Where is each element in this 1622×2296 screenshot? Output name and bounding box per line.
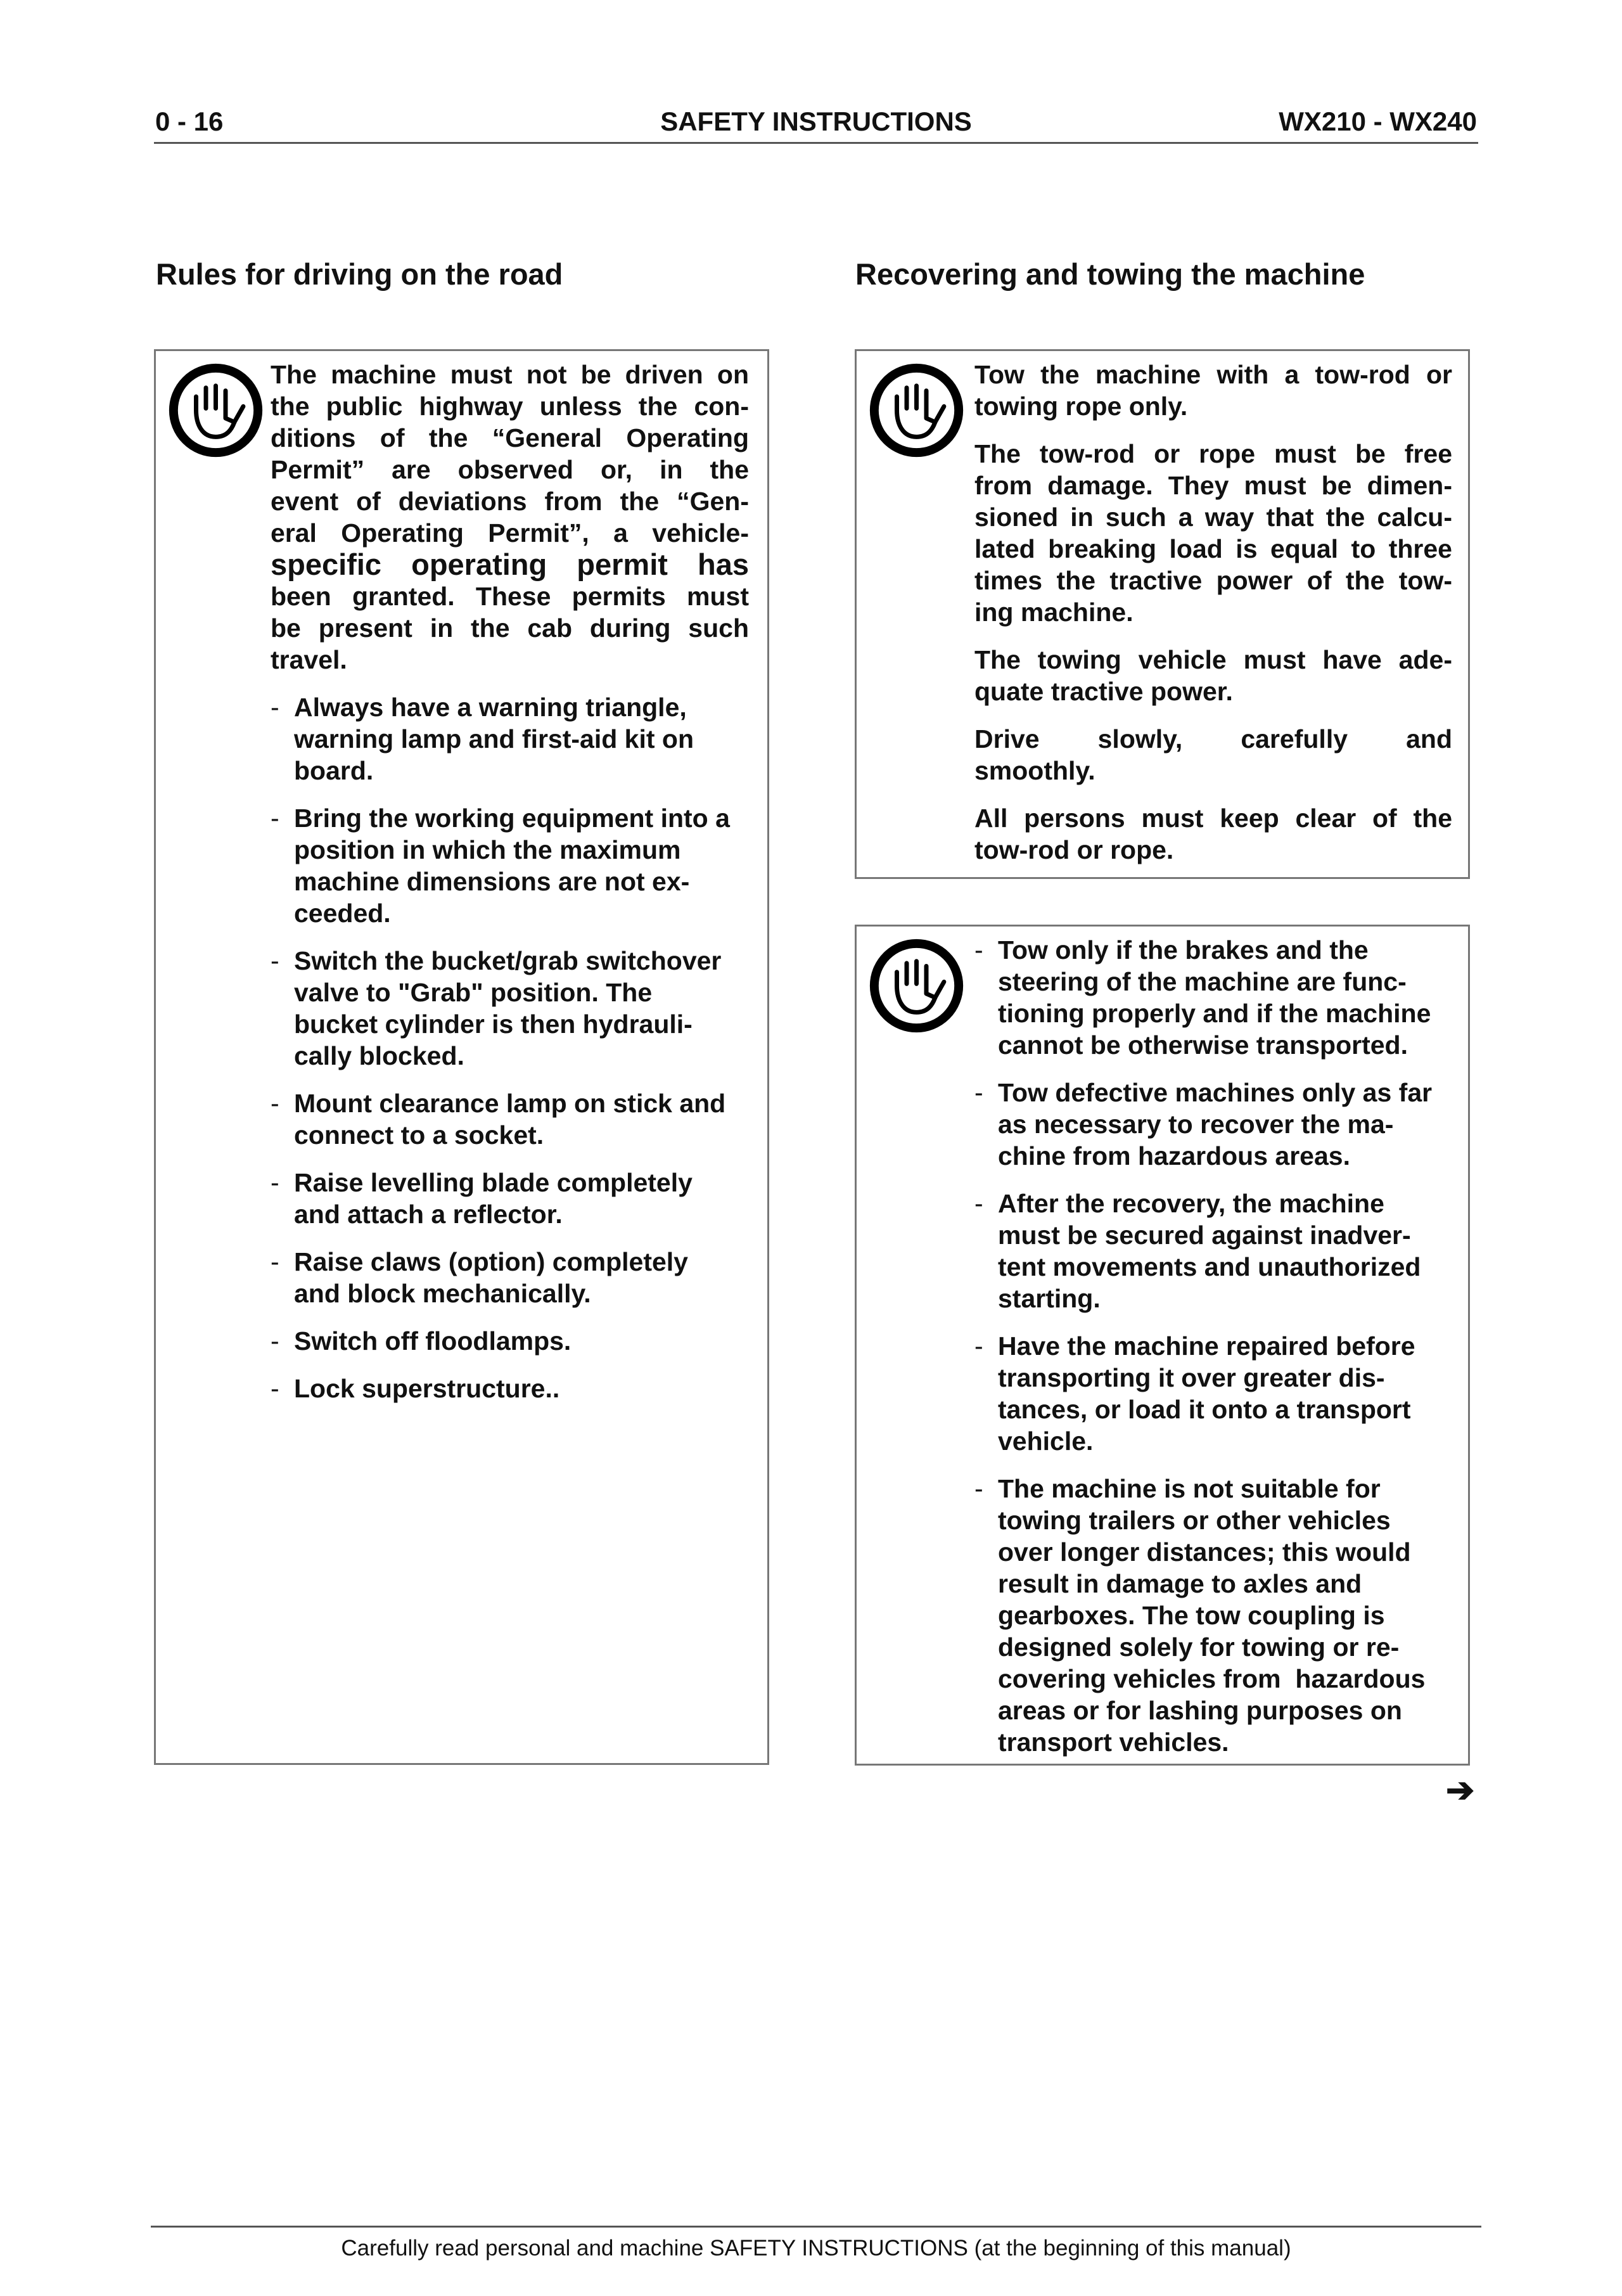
bullet-line: result in damage to axles and <box>998 1569 1362 1598</box>
list-item <box>271 691 749 786</box>
bullet-line: designed solely for towing or re- <box>998 1632 1400 1662</box>
intro-line: Permit” are observed or, in the <box>271 455 749 484</box>
intro-line: been granted. These permits must <box>271 582 749 611</box>
para-line: ing machine. <box>974 598 1133 627</box>
para-line: towing rope only. <box>974 392 1188 421</box>
list-item <box>974 934 1469 1061</box>
bullet-line: connect to a socket. <box>294 1120 544 1150</box>
bullet-line: Bring the working equipment into a <box>294 804 730 833</box>
bullet-line: vehicle. <box>998 1427 1094 1456</box>
continue-arrow-icon: ➔ <box>1446 1771 1475 1809</box>
page-header <box>154 101 1478 144</box>
bullet-dash: - <box>974 935 983 965</box>
bullet-line: Lock superstructure.. <box>294 1374 560 1403</box>
bullet-line: chine from hazardous areas. <box>998 1141 1350 1170</box>
towing-conditions-text <box>974 934 1469 1774</box>
bullet-line: Tow defective machines only as far <box>998 1078 1433 1107</box>
section-title-road-rules: Rules for driving on the road <box>156 257 563 291</box>
paragraph <box>974 438 1452 628</box>
intro-line: the public highway unless the con- <box>271 392 749 421</box>
towing-conditions-box <box>855 925 1470 1766</box>
bullet-dash: - <box>974 1078 983 1107</box>
bullet-dash: - <box>271 1168 279 1197</box>
stop-hand-icon <box>867 361 966 459</box>
para-line: times the tractive power of the tow- <box>974 566 1452 595</box>
para-line: quate tractive power. <box>974 677 1233 706</box>
list-item <box>974 1330 1469 1457</box>
paragraph <box>974 802 1452 866</box>
para-line: sioned in such a way that the calcu- <box>974 503 1452 532</box>
intro-line: The machine must not be driven on <box>271 360 749 389</box>
list-item <box>271 1087 749 1151</box>
bullet-line: steering of the machine are func- <box>998 967 1407 996</box>
bullet-line: Have the machine repaired before <box>998 1331 1415 1361</box>
bullet-line: over longer distances; this would <box>998 1537 1411 1567</box>
list-item <box>271 1167 749 1230</box>
bullet-line: Switch off floodlamps. <box>294 1326 572 1356</box>
road-rules-box <box>154 349 769 1765</box>
stop-hand-icon <box>867 937 966 1035</box>
bullet-line: After the recovery, the machine <box>998 1189 1384 1218</box>
para-line: The tow-rod or rope must be free <box>974 439 1452 468</box>
bullet-line: covering vehicles from hazardous <box>998 1664 1426 1693</box>
para-line: All persons must keep clear of the <box>974 804 1452 833</box>
bullet-line: transporting it over greater dis- <box>998 1363 1385 1392</box>
bullet-dash: - <box>271 946 279 975</box>
intro-line: eral Operating Permit”, a vehicle- <box>271 518 749 548</box>
list-item <box>271 1246 749 1309</box>
bullet-line: board. <box>294 756 374 785</box>
list-item <box>271 802 749 929</box>
para-line: The towing vehicle must have ade- <box>974 645 1452 674</box>
bullet-line: position in which the maximum <box>294 835 681 864</box>
para-line: Drive slowly, carefully and <box>974 724 1452 754</box>
page-number: 0 - 16 <box>155 106 224 136</box>
bullet-dash: - <box>271 1374 279 1403</box>
section-title-towing: Recovering and towing the machine <box>855 257 1365 291</box>
bullet-line: transport vehicles. <box>998 1728 1229 1757</box>
bullet-dash: - <box>271 693 279 722</box>
bullet-line: cally blocked. <box>294 1041 464 1070</box>
bullet-line: machine dimensions are not ex- <box>294 867 690 896</box>
list-item <box>271 1325 749 1357</box>
bullet-dash: - <box>271 804 279 833</box>
page-footer: Carefully read personal and machine SAFETY INSTRUCTIONS (at the beginning of this manual) <box>341 2236 1291 2261</box>
bullet-line: Mount clearance lamp on stick and <box>294 1089 726 1118</box>
intro-line: ditions of the “General Operating <box>271 423 749 452</box>
list-item <box>974 1188 1469 1314</box>
list-item <box>271 1373 749 1404</box>
paragraph <box>974 359 1452 422</box>
para-line: smoothly. <box>974 756 1095 785</box>
model-label: WX210 - WX240 <box>1279 106 1477 136</box>
para-line: Tow the machine with a tow-rod or <box>974 360 1452 389</box>
bullet-line: cannot be otherwise transported. <box>998 1030 1408 1060</box>
stop-hand-icon <box>167 361 265 459</box>
bullet-dash: - <box>974 1331 983 1361</box>
bullet-line: starting. <box>998 1284 1101 1313</box>
bullet-line: tent movements and unauthorized <box>998 1252 1421 1281</box>
towing-rules-box <box>855 349 1470 879</box>
bullet-line: towing trailers or other vehicles <box>998 1506 1391 1535</box>
intro-line: specific operating permit has <box>271 548 749 581</box>
bullet-line: and attach a reflector. <box>294 1200 563 1229</box>
list-item <box>974 1077 1469 1172</box>
bullet-line: and block mechanically. <box>294 1279 591 1308</box>
para-line: tow-rod or rope. <box>974 835 1174 864</box>
intro-line: travel. <box>271 645 347 674</box>
bullet-line: gearboxes. The tow coupling is <box>998 1601 1385 1630</box>
bullet-dash: - <box>271 1089 279 1118</box>
bullet-line: The machine is not suitable for <box>998 1474 1381 1503</box>
bullet-line: Always have a warning triangle, <box>294 693 687 722</box>
bullet-dash: - <box>271 1326 279 1356</box>
bullet-line: tioning properly and if the machine <box>998 999 1431 1028</box>
bullet-line: tances, or load it onto a transport <box>998 1395 1411 1424</box>
intro-line: be present in the cab during such <box>271 613 749 643</box>
intro-line: event of deviations from the “Gen- <box>271 487 749 516</box>
bullet-line: Raise claws (option) completely <box>294 1247 688 1276</box>
bullet-line: valve to "Grab" position. The <box>294 978 653 1007</box>
bullet-line: Tow only if the brakes and the <box>998 935 1369 965</box>
bullet-line: bucket cylinder is then hydrauli- <box>294 1010 693 1039</box>
road-rules-intro <box>271 359 749 676</box>
road-rules-text <box>271 359 749 1420</box>
bullet-dash: - <box>271 1247 279 1276</box>
towing-rules-text <box>974 359 1452 882</box>
bullet-line: warning lamp and first-aid kit on <box>294 724 694 754</box>
list-item <box>271 945 749 1072</box>
bullet-line: must be secured against inadver- <box>998 1221 1411 1250</box>
para-line: lated breaking load is equal to three <box>974 534 1452 563</box>
header-title: SAFETY INSTRUCTIONS <box>660 106 972 136</box>
bullet-dash: - <box>974 1474 983 1503</box>
bullet-dash: - <box>974 1189 983 1218</box>
bullet-line: ceeded. <box>294 899 391 928</box>
paragraph <box>974 723 1452 786</box>
paragraph <box>974 644 1452 707</box>
bullet-line: as necessary to recover the ma- <box>998 1110 1394 1139</box>
footer-divider <box>151 2226 1481 2228</box>
list-item <box>974 1473 1469 1758</box>
bullet-line: Switch the bucket/grab switchover <box>294 946 722 975</box>
bullet-line: Raise levelling blade completely <box>294 1168 693 1197</box>
para-line: from damage. They must be dimen- <box>974 471 1452 500</box>
bullet-line: areas or for lashing purposes on <box>998 1696 1402 1725</box>
